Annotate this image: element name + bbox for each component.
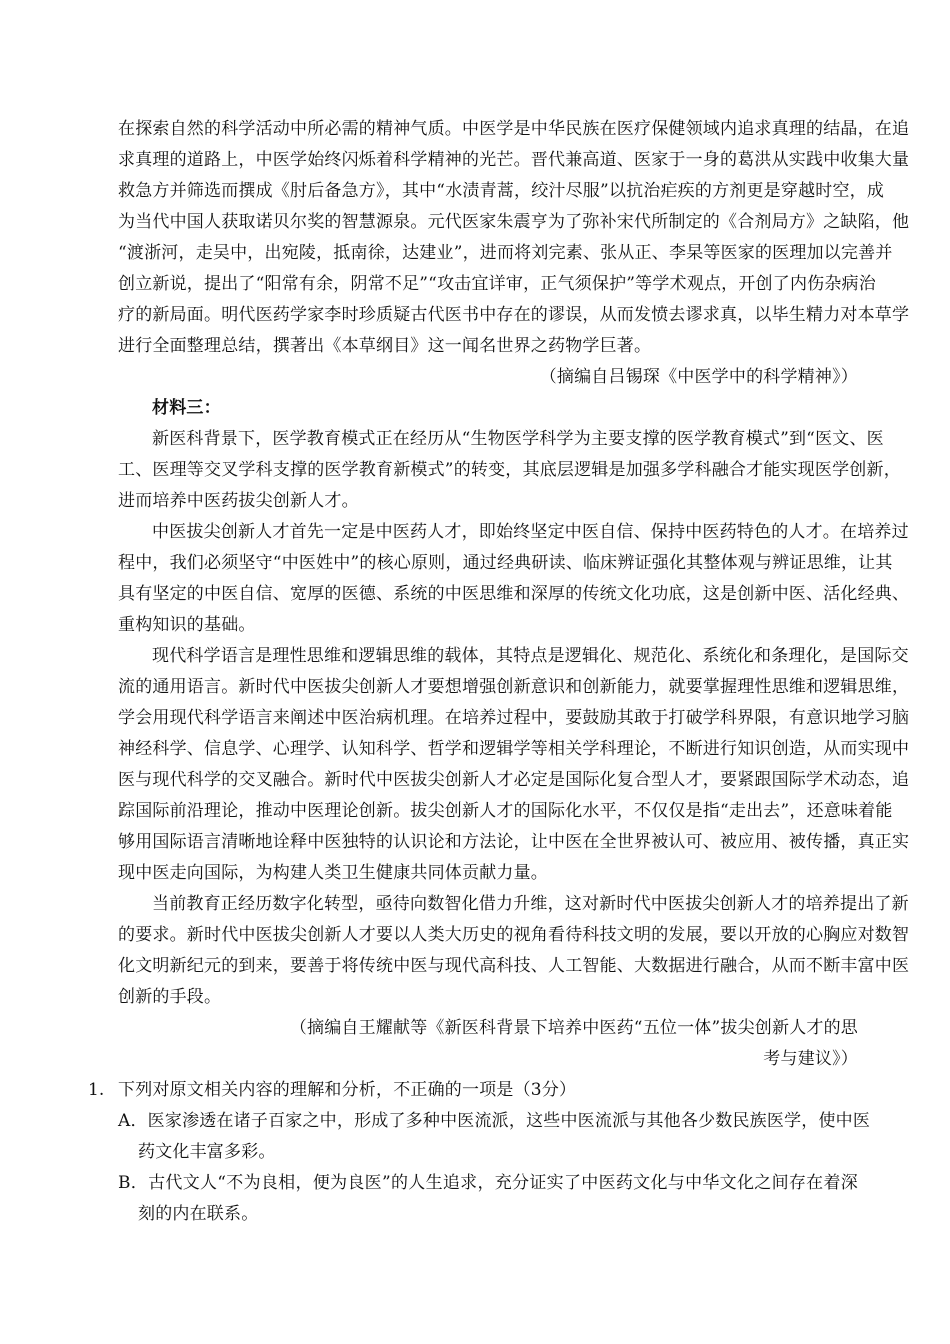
text-line: 的要求。新时代中医拔尖创新人才要以人类大历史的视角看待科技文明的发展，要以开放的心胸应对数智 [118,925,910,945]
text-line: 救急方并筛选而撰成《肘后备急方》，其中“水渍青蒿，绞汁尽服”以抗治疟疾的方剂更是穿越时空，成 [118,181,885,201]
text-line: 中医拔尖创新人才首先一定是中医药人才，即始终坚定中医自信、保持中医药特色的人才。在培养过 [152,522,909,542]
text-line: 新医科背景下，医学教育模式正在经历从“生物医学科学为主要支撑的医学教育模式”到“医文、医 [152,429,884,449]
text-line: 具有坚定的中医自信、宽厚的医德、系统的中医思维和深厚的传统文化功底，这是创新中医、活化经典、 [118,584,910,604]
source-citation: 考与建议》） [763,1049,858,1069]
text-line: 为当代中国人获取诺贝尔奖的智慧源泉。元代医家朱震亨为了弥补宋代所制定的《合剂局方》之缺陷，他 [118,212,910,232]
text-line: 工、医理等交叉学科支撑的医学教育新模式”的转变，其底层逻辑是加强多学科融合才能实现医学创新， [118,460,901,480]
text-line: 在探索自然的科学活动中所必需的精神气质。中医学是中华民族在医疗保健领域内追求真理的结晶，在追 [118,119,910,139]
option-a: A．医家渗透在诸子百家之中，形成了多种中医流派，这些中医流派与其他各少数民族医学，使中医 [118,1111,871,1131]
option-b: B．古代文人“不为良相，便为良医”的人生追求，充分证实了中医药文化与中华文化之间存在着深 [118,1173,858,1193]
text-line: 现中医走向国际，为构建人类卫生健康共同体贡献力量。 [118,863,548,883]
text-line: 踪国际前沿理论，推动中医理论创新。拔尖创新人才的国际化水平，不仅仅是指“走出去”，还意味着能 [118,801,893,821]
source-citation: （摘编自王耀献等《新医科背景下培养中医药“五位一体”拔尖创新人才的思 [289,1018,858,1038]
source-citation: （摘编自吕锡琛《中医学中的科学精神》） [539,367,858,387]
option-b-continued: 刻的内在联系。 [138,1204,259,1224]
text-line: “渡浙河，走吴中，出宛陵，抵南徐，达建业”，进而将刘完素、张从正、李杲等医家的医理加以完善并 [118,243,893,263]
text-line: 流的通用语言。新时代中医拔尖创新人才要想增强创新意识和创新能力，就要掌握理性思维和逻辑思维， [118,677,910,697]
text-line: 神经科学、信息学、心理学、认知科学、哲学和逻辑学等相关学科理论，不断进行知识创造，从而实现中 [118,739,910,759]
option-a-continued: 药文化丰富多彩。 [138,1142,276,1162]
text-line: 够用国际语言清晰地诠释中医独特的认识论和方法论，让中医在全世界被认可、被应用、被传播，真正实 [118,832,910,852]
text-line: 医与现代科学的交叉融合。新时代中医拔尖创新人才必定是国际化复合型人才，要紧跟国际学术动态，追 [118,770,910,790]
text-line: 现代科学语言是理性思维和逻辑思维的载体，其特点是逻辑化、规范化、系统化和条理化，是国际交 [152,646,909,666]
text-line: 当前教育正经历数字化转型，亟待向数智化借力升维，这对新时代中医拔尖创新人才的培养提出了新 [152,894,909,914]
section-heading: 材料三： [152,398,221,418]
text-line: 进而培养中医药拔尖创新人才。 [118,491,359,511]
text-line: 进行全面整理总结，撰著出《本草纲目》这一闻名世界之药物学巨著。 [118,336,652,356]
question-stem: 下列对原文相关内容的理解和分析，不正确的一项是（3分） [118,1080,577,1100]
text-line: 疗的新局面。明代医药学家李时珍质疑古代医书中存在的谬误，从而发愤去谬求真，以毕生精力对本草学 [118,305,910,325]
text-line: 求真理的道路上，中医学始终闪烁着科学精神的光芒。晋代兼高道、医家于一身的葛洪从实践中收集大量 [118,150,910,170]
text-line: 化文明新纪元的到来，要善于将传统中医与现代高科技、人工智能、大数据进行融合，从而不断丰富中医 [118,956,910,976]
text-line: 程中，我们必须坚守“中医姓中”的核心原则，通过经典研读、临床辨证强化其整体观与辨证思维，让其 [118,553,893,573]
question-number: 1. [88,1080,105,1100]
text-line: 重构知识的基础。 [118,615,256,635]
text-line: 创新的手段。 [118,987,222,1007]
text-line: 学会用现代科学语言来阐述中医治病机理。在培养过程中，要鼓励其敢于打破学科界限，有意识地学习脑 [118,708,910,728]
text-line: 创立新说，提出了“阳常有余，阴常不足”“攻击宜详审，正气须保护”等学术观点，开创了内伤杂病治 [118,274,876,294]
